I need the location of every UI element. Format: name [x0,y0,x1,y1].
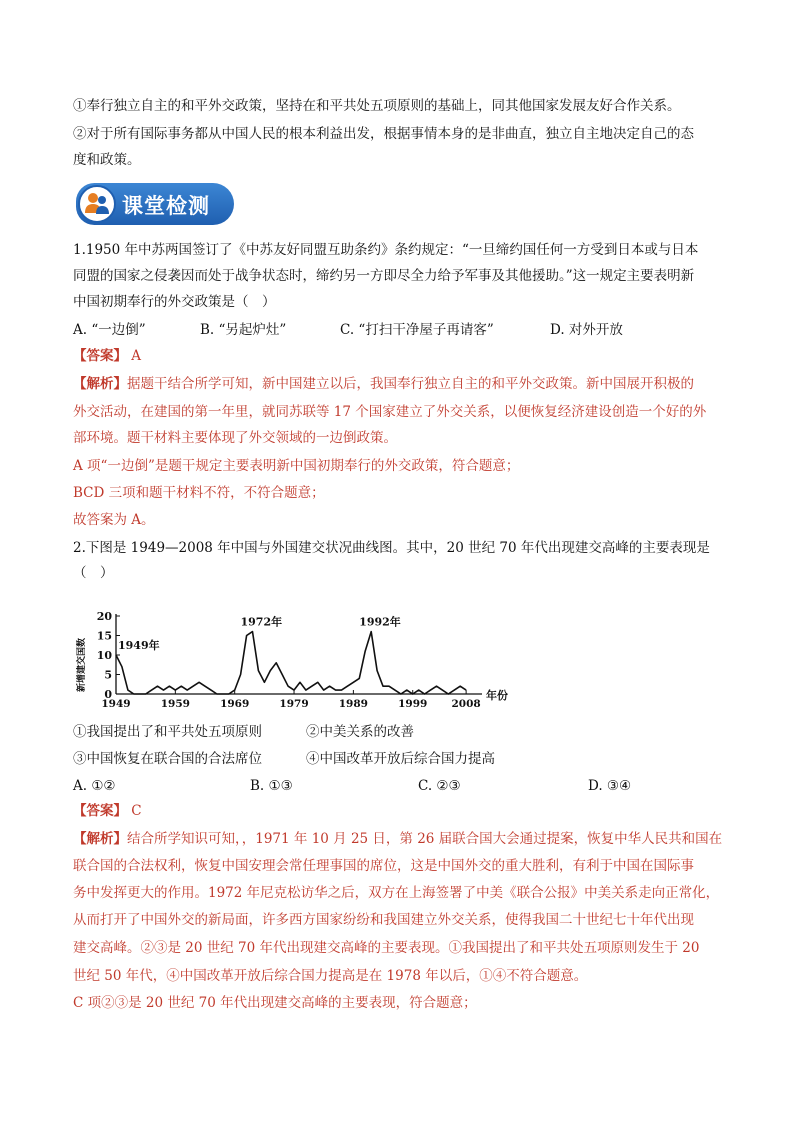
q1-answer [73,346,141,366]
q1-stem-3: 中国初期奉行的外交政策是（ ） [73,294,276,310]
intro-line-2: ②对于所有国际事务都从中国人民的根本利益出发，根据事情本身的是非曲直，独立自主地决定自己的态 [73,126,694,142]
q1-option-b: B. “另起炉灶” [200,322,287,338]
q1-analysis-3: 部环境。题干材料主要体现了外交领域的一边倒政策。 [73,430,397,446]
q2-stem-2: （ ） [73,565,114,581]
q2-item-1: ①我国提出了和平共处五项原则 [73,724,262,740]
y-axis-label: 新增建交国数 [77,637,87,692]
section-banner [76,183,234,225]
q2-item-4: ④中国改革开放后综合国力提高 [306,751,495,767]
line-chart [72,600,522,718]
chart-annotation: 1949年 [118,639,160,652]
x-tick-label: 1959 [160,698,190,710]
q2-analysis-2: 联合国的合法权利，恢复中国安理会常任理事国的席位，这是中国外交的重大胜利，有利于中国在国际事 [73,858,694,874]
q2-analysis-tag: 【解析】 [73,831,127,847]
q1-analysis-2: 外交活动，在建国的第一年里，就同苏联等 17 个国家建立了外交关系，以便恢复经济建设创造一个好的外 [73,404,707,420]
q1-analysis-6: 故答案为 A。 [73,512,155,528]
q2-analysis-text-1: 结合所学知识可知，，1971 年 10 月 25 日，第 26 届联合国大会通过提案，恢复中华人民共和国在 [127,831,723,847]
x-axis-label: 年份 [486,689,508,702]
y-tick-label: 5 [104,668,112,682]
q2-analysis-5 [73,938,700,958]
series-line [116,632,466,694]
q2-analysis-4: 从而打开了中国外交的新局面，许多西方国家纷纷和我国建立外交关系，使得我国二十世纪七十年代出现 [73,912,694,928]
q2-option-d: D. ③④ [588,778,632,794]
q2-item-3: ③中国恢复在联合国的合法席位 [73,751,262,767]
q1-analysis-5: BCD 三项和题干材料不符，不符合题意； [73,485,325,501]
x-tick-label: 1969 [220,698,250,710]
q2-option-c: C. ②③ [418,778,461,794]
q2-item-2: ②中美关系的改善 [306,724,414,740]
intro-line-3: 度和政策。 [73,152,141,168]
q2-answer [73,801,142,821]
q2-answer-value: C [131,803,142,819]
q1-analysis-tag: 【解析】 [73,376,127,392]
x-tick-label: 1989 [338,698,368,710]
q1-option-a: A. “一边倒” [73,322,146,338]
x-tick-label: 1949 [101,698,131,710]
q1-analysis-1 [73,374,694,394]
y-tick-label: 15 [96,629,112,643]
chart-annotation: 1992年 [359,615,401,629]
y-tick-label: 10 [96,649,112,662]
q1-stem-1: 1.1950 年中苏两国签订了《中苏友好同盟互助条约》条约规定：“一旦缔约国任何一方受到日本或与日本 [73,242,699,258]
x-tick-label: 1979 [279,698,309,710]
banner-title: 课堂检测 [122,194,210,218]
q2-stem-1: 2.下图是 1949—2008 年中国与外国建交状况曲线图。其中，20 世纪 70 年代出现建交高峰的主要表现是 [73,540,710,556]
q1-answer-tag: 【答案】 [73,348,127,364]
q2-analysis-7: C 项②③是 20 世纪 70 年代出现建交高峰的主要表现，符合题意； [73,995,477,1011]
intro-line-1: ①奉行独立自主的和平外交政策，坚持在和平共处五项原则的基础上，同其他国家发展友好合作关系。 [73,98,681,114]
x-tick-label: 1999 [398,698,428,710]
q2-answer-tag: 【答案】 [73,803,127,819]
q2-analysis-6: 世纪 50 年代，④中国改革开放后综合国力提高是在 1978 年以后，①④不符合题意。 [73,968,588,984]
q2-option-a: A. ①② [73,778,116,794]
y-tick-label: 20 [96,610,112,623]
x-tick-label: 2008 [451,698,481,710]
q2-analysis-3: 务中发挥更大的作用。1972 年尼克松访华之后，双方在上海签署了中美《联合公报》中美关系走向正常化， [73,885,720,901]
people-icon [78,185,116,223]
q1-analysis-text-1: 据题干结合所学可知，新中国建立以后，我国奉行独立自主的和平外交政策。新中国展开积极的 [127,376,694,392]
q1-stem-2: 同盟的国家之侵袭因而处于战争状态时，缔约另一方即尽全力给予军事及其他援助。”这一规定主要表明新 [73,268,695,284]
q2-analysis-1 [73,829,722,849]
q1-answer-value: A [131,348,142,364]
q2-analysis-text-5: 建交高峰。②③是 20 世纪 70 年代出现建交高峰的主要表现。①我国提出了和平共处五项原则发生于 20 [73,940,700,956]
chart-annotation: 1972年 [240,615,283,629]
y-tick-label: 0 [104,688,112,701]
q1-option-c: C. “打扫干净屋子再请客” [340,322,494,338]
q2-option-b: B. ①③ [250,778,293,794]
q1-option-d: D. 对外开放 [550,322,623,338]
q1-analysis-4: A 项“一边倒”是题干规定主要表明新中国初期奉行的外交政策，符合题意； [73,458,520,474]
